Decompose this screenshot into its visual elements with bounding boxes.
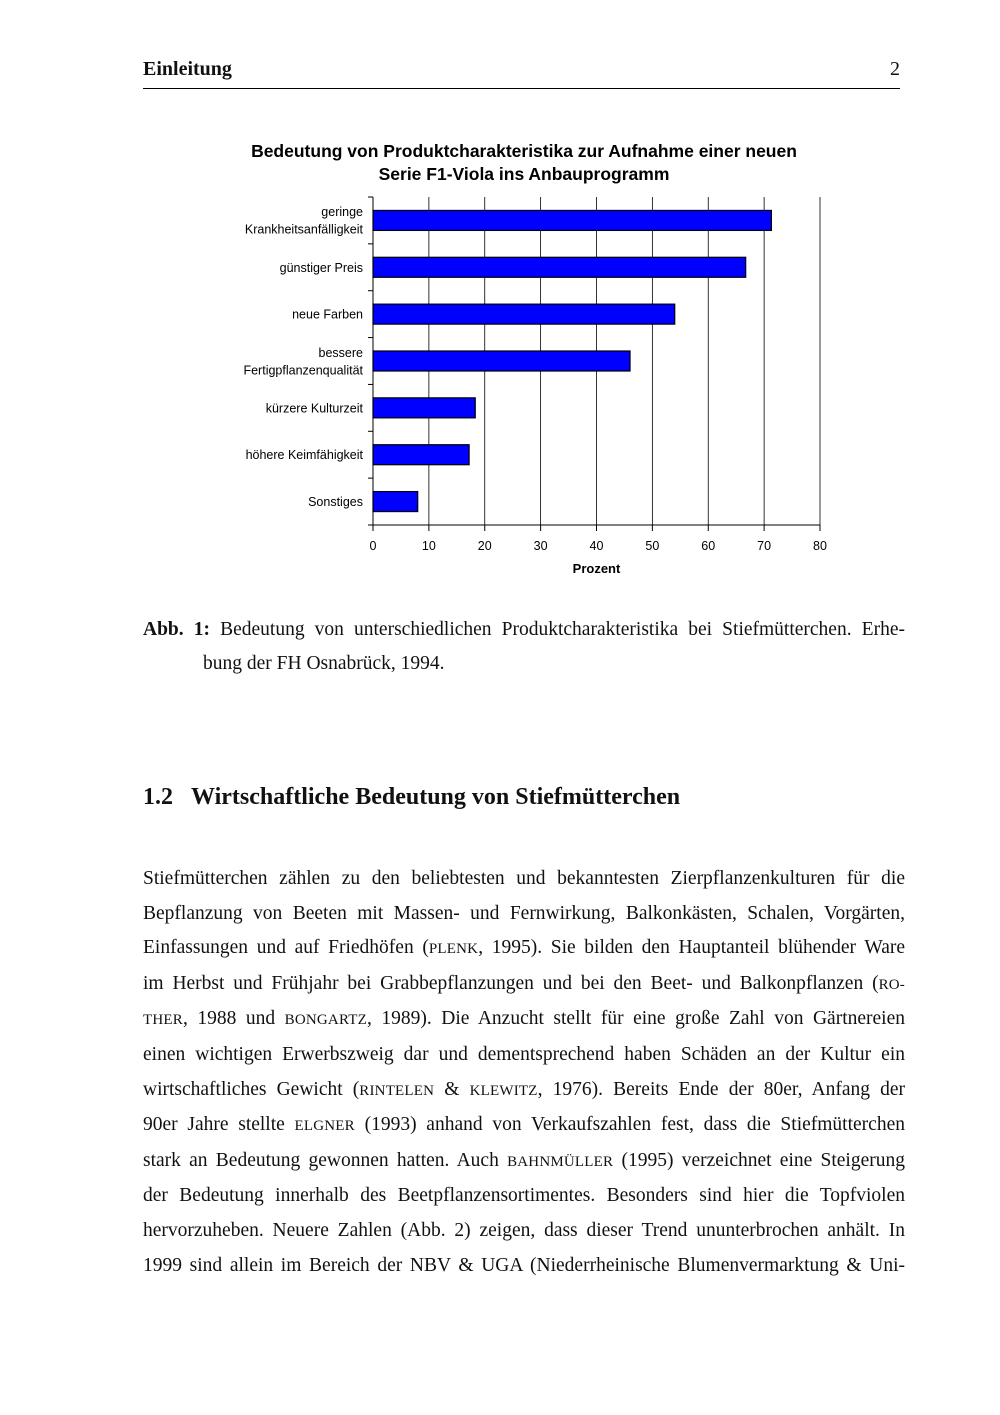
author-citation: BAHNMÜLLER (507, 1153, 614, 1170)
category-label: höhere Keimfähigkeit (245, 448, 363, 463)
body-paragraph (143, 862, 905, 1283)
text-run: im Herbst und Frühjahr bei Grabbepflanzungen und bei den Beet- und Balkonpflanzen ( (143, 972, 879, 994)
x-tick-label: 20 (477, 539, 492, 553)
chart-title: Bedeutung von Produktcharakteristika zur Aufnahme einer neuen (251, 141, 797, 161)
bar (373, 398, 475, 418)
x-tick-label: 30 (533, 539, 548, 553)
text-run: stark an Bedeutung gewonnen hatten. Auch (143, 1149, 508, 1171)
x-tick-label: 80 (813, 539, 827, 553)
running-head-section: Einleitung (143, 58, 232, 80)
author-citation: BONGARTZ (284, 1012, 367, 1029)
category-label: günstiger Preis (279, 260, 363, 275)
bar (373, 351, 630, 371)
x-axis-title: Prozent (572, 561, 621, 576)
text-line: der Bedeutung innerhalb des Beetpflanzensortimentes. Besonders sind hier die Topfviolen (143, 1185, 905, 1207)
category-label: neue Farben (292, 307, 363, 322)
page-header (143, 58, 900, 89)
category-label: bessere (318, 345, 363, 360)
x-tick-label: 40 (589, 539, 604, 553)
x-tick-label: 10 (421, 539, 436, 553)
text-run: , 1995). Sie bilden den Hauptanteil blühender Ware (478, 937, 905, 959)
text-line: Bepflanzung von Beeten mit Massen- und Fernwirkung, Balkonkästen, Schalen, Vorgärten, (143, 902, 905, 924)
page-number: 2 (890, 58, 900, 80)
text-run: , 1989). Die Anzucht stellt für eine große Zahl von Gärtnereien (367, 1008, 906, 1030)
bar (373, 445, 469, 465)
text-run: Einfassungen und auf Friedhöfen ( (143, 937, 429, 959)
section-title: Wirtschaftliche Bedeutung von Stiefmütterchen (191, 784, 681, 810)
text-line (143, 1073, 905, 1109)
text-run: & (434, 1078, 470, 1100)
text-line (143, 1144, 905, 1180)
author-citation: KLEWITZ (469, 1082, 538, 1099)
text-line: Stiefmütterchen zählen zu den beliebtesten und bekanntesten Zierpflanzenkulturen für die (143, 868, 905, 889)
author-citation: THER (143, 1012, 183, 1029)
bar (373, 210, 771, 230)
text-line (143, 931, 905, 967)
text-line (143, 1002, 905, 1038)
bar (373, 304, 675, 324)
x-tick-label: 70 (757, 539, 772, 553)
text-run: 90er Jahre stellte (143, 1114, 295, 1136)
bar (373, 257, 746, 277)
text-line: einen wichtigen Erwerbszweig dar und dementsprechend haben Schäden an der Kultur ein (143, 1043, 905, 1065)
text-line: hervorzuheben. Neuere Zahlen (Abb. 2) zeigen, dass dieser Trend ununterbrochen anhält. In (143, 1219, 905, 1241)
text-run: (1993) anhand von Verkaufszahlen fest, dass die Stiefmütterchen (354, 1114, 905, 1136)
x-tick-label: 50 (645, 539, 660, 553)
category-label: geringe (321, 205, 363, 220)
caption-line-1 (143, 613, 905, 647)
x-tick-label: 60 (701, 539, 716, 553)
caption-label: Abb. 1: (143, 619, 210, 640)
author-citation: ELGNER (294, 1118, 355, 1135)
author-citation: PLENK (428, 941, 479, 958)
text-run: , 1976). Bereits Ende der 80er, Anfang der (537, 1078, 906, 1100)
x-tick-label: 0 (369, 539, 377, 553)
category-label: kürzere Kulturzeit (265, 401, 363, 416)
bar (373, 492, 418, 512)
text-run: wirtschaftliches Gewicht ( (143, 1078, 360, 1100)
text-line: 1999 sind allein im Bereich der NBV & UGA (Niederrheinische Blumenvermarktung & Uni- (143, 1254, 905, 1276)
section-number: 1.2 (143, 784, 173, 810)
text-line (143, 967, 905, 1003)
text-run: (1995) verzeichnet eine Steigerung (613, 1149, 905, 1171)
bar-chart (0, 120, 1000, 590)
author-citation: RINTELEN (359, 1082, 435, 1099)
category-label: Krankheitsanfälligkeit (244, 222, 363, 237)
category-label: Fertigpflanzenqualität (243, 363, 363, 378)
caption-text-1: Bedeutung von unterschiedlichen Produktcharakteristika bei Stiefmütterchen. Erhe- (220, 619, 905, 640)
caption-line-2: bung der FH Osnabrück, 1994. (203, 653, 445, 674)
section-heading (143, 784, 680, 811)
chart-title: Serie F1-Viola ins Anbauprogramm (378, 164, 670, 184)
author-citation: RO- (878, 976, 905, 993)
category-label: Sonstiges (308, 495, 363, 510)
figure-caption (143, 613, 905, 681)
text-run: , 1988 und (182, 1008, 285, 1030)
text-line (143, 1108, 905, 1144)
